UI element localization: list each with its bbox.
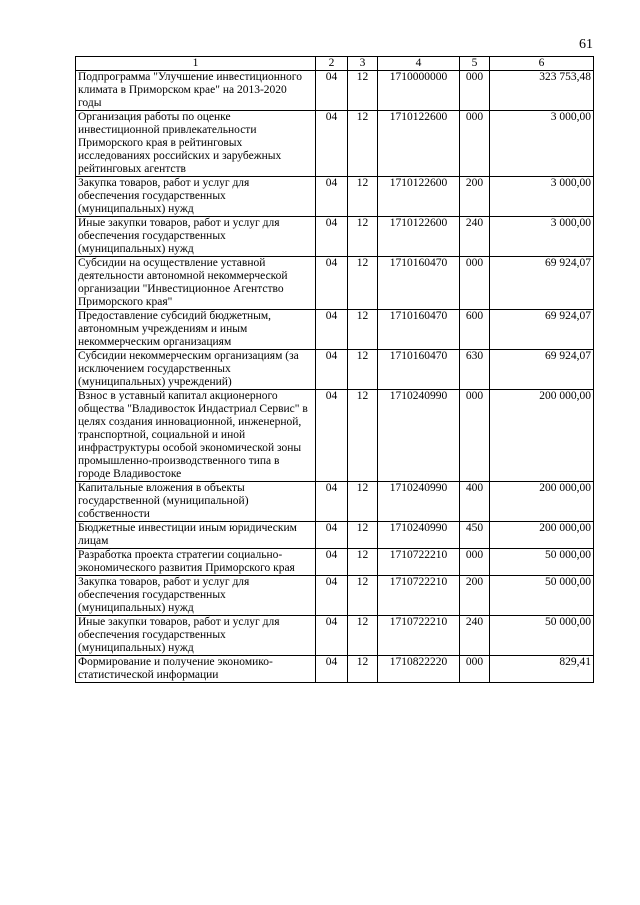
row-section-cell: 04 <box>316 390 348 482</box>
row-name-cell: Субсидии некоммерческим организациям (за исключением государственных (муниципальных) учреждений) <box>76 350 316 390</box>
table-header-row <box>76 57 594 71</box>
page-number: 61 <box>579 37 593 52</box>
row-subsection-cell: 12 <box>348 576 378 616</box>
row-amount-cell: 3 000,00 <box>490 111 594 177</box>
row-amount-cell: 69 924,07 <box>490 257 594 310</box>
table-row <box>76 576 594 616</box>
row-expense-type-cell: 240 <box>460 217 490 257</box>
column-header: 1 <box>76 57 316 71</box>
table-row <box>76 310 594 350</box>
table-row <box>76 257 594 310</box>
row-subsection-cell: 12 <box>348 482 378 522</box>
row-expense-type-cell: 240 <box>460 616 490 656</box>
row-target-code-cell: 1710722210 <box>378 576 460 616</box>
row-section-cell: 04 <box>316 576 348 616</box>
row-subsection-cell: 12 <box>348 522 378 549</box>
row-section-cell: 04 <box>316 616 348 656</box>
row-name-cell: Закупка товаров, работ и услуг для обеспечения государственных (муниципальных) нужд <box>76 177 316 217</box>
row-name-cell: Закупка товаров, работ и услуг для обеспечения государственных (муниципальных) нужд <box>76 576 316 616</box>
row-section-cell: 04 <box>316 549 348 576</box>
column-header: 5 <box>460 57 490 71</box>
column-header: 2 <box>316 57 348 71</box>
row-subsection-cell: 12 <box>348 616 378 656</box>
row-amount-cell: 50 000,00 <box>490 616 594 656</box>
row-amount-cell: 69 924,07 <box>490 350 594 390</box>
table-row <box>76 390 594 482</box>
row-amount-cell: 3 000,00 <box>490 177 594 217</box>
row-section-cell: 04 <box>316 350 348 390</box>
row-target-code-cell: 1710122600 <box>378 217 460 257</box>
row-subsection-cell: 12 <box>348 390 378 482</box>
row-amount-cell: 200 000,00 <box>490 522 594 549</box>
table-row <box>76 217 594 257</box>
column-header: 4 <box>378 57 460 71</box>
row-subsection-cell: 12 <box>348 217 378 257</box>
row-expense-type-cell: 600 <box>460 310 490 350</box>
row-target-code-cell: 1710240990 <box>378 482 460 522</box>
row-name-cell: Бюджетные инвестиции иным юридическим лицам <box>76 522 316 549</box>
row-name-cell: Подпрограмма "Улучшение инвестиционного климата в Приморском крае" на 2013-2020 годы <box>76 71 316 111</box>
row-name-cell: Иные закупки товаров, работ и услуг для обеспечения государственных (муниципальных) нужд <box>76 616 316 656</box>
row-name-cell: Капитальные вложения в объекты государственной (муниципальной) собственности <box>76 482 316 522</box>
row-target-code-cell: 1710160470 <box>378 350 460 390</box>
row-subsection-cell: 12 <box>348 350 378 390</box>
row-section-cell: 04 <box>316 656 348 683</box>
row-section-cell: 04 <box>316 310 348 350</box>
row-expense-type-cell: 000 <box>460 656 490 683</box>
row-subsection-cell: 12 <box>348 549 378 576</box>
column-header: 6 <box>490 57 594 71</box>
row-target-code-cell: 1710822220 <box>378 656 460 683</box>
column-header: 3 <box>348 57 378 71</box>
row-target-code-cell: 1710160470 <box>378 257 460 310</box>
row-amount-cell: 323 753,48 <box>490 71 594 111</box>
row-section-cell: 04 <box>316 177 348 217</box>
row-target-code-cell: 1710160470 <box>378 310 460 350</box>
budget-table <box>75 56 594 683</box>
row-section-cell: 04 <box>316 482 348 522</box>
table-row <box>76 111 594 177</box>
table-row <box>76 71 594 111</box>
row-subsection-cell: 12 <box>348 71 378 111</box>
row-subsection-cell: 12 <box>348 177 378 217</box>
row-name-cell: Субсидии на осуществление уставной деятельности автономной некоммерческой организации "Инвестиционное Агентство Приморского края" <box>76 257 316 310</box>
row-target-code-cell: 1710122600 <box>378 177 460 217</box>
row-name-cell: Предоставление субсидий бюджетным, автономным учреждениям и иным некоммерческим организациям <box>76 310 316 350</box>
row-name-cell: Разработка проекта стратегии социально-экономического развития Приморского края <box>76 549 316 576</box>
row-amount-cell: 200 000,00 <box>490 482 594 522</box>
row-expense-type-cell: 200 <box>460 177 490 217</box>
row-expense-type-cell: 000 <box>460 111 490 177</box>
row-amount-cell: 829,41 <box>490 656 594 683</box>
table-row <box>76 656 594 683</box>
row-subsection-cell: 12 <box>348 111 378 177</box>
row-target-code-cell: 1710722210 <box>378 549 460 576</box>
row-amount-cell: 3 000,00 <box>490 217 594 257</box>
row-section-cell: 04 <box>316 111 348 177</box>
row-amount-cell: 200 000,00 <box>490 390 594 482</box>
row-target-code-cell: 1710722210 <box>378 616 460 656</box>
row-section-cell: 04 <box>316 217 348 257</box>
row-subsection-cell: 12 <box>348 656 378 683</box>
row-target-code-cell: 1710122600 <box>378 111 460 177</box>
table-row <box>76 350 594 390</box>
row-target-code-cell: 1710000000 <box>378 71 460 111</box>
row-amount-cell: 50 000,00 <box>490 576 594 616</box>
row-expense-type-cell: 000 <box>460 257 490 310</box>
row-expense-type-cell: 400 <box>460 482 490 522</box>
row-expense-type-cell: 450 <box>460 522 490 549</box>
row-section-cell: 04 <box>316 71 348 111</box>
table-row <box>76 549 594 576</box>
table-body <box>76 71 594 683</box>
row-section-cell: 04 <box>316 522 348 549</box>
table-row <box>76 616 594 656</box>
table-row <box>76 482 594 522</box>
row-expense-type-cell: 000 <box>460 390 490 482</box>
table-row <box>76 522 594 549</box>
table-row <box>76 177 594 217</box>
row-name-cell: Формирование и получение экономико-статистической информации <box>76 656 316 683</box>
row-subsection-cell: 12 <box>348 257 378 310</box>
row-name-cell: Иные закупки товаров, работ и услуг для обеспечения государственных (муниципальных) нужд <box>76 217 316 257</box>
row-expense-type-cell: 000 <box>460 549 490 576</box>
row-target-code-cell: 1710240990 <box>378 390 460 482</box>
row-amount-cell: 69 924,07 <box>490 310 594 350</box>
row-name-cell: Организация работы по оценке инвестиционной привлекательности Приморского края в рейтинговых исследованиях российских и зарубежных рейтинговых агентств <box>76 111 316 177</box>
row-section-cell: 04 <box>316 257 348 310</box>
row-amount-cell: 50 000,00 <box>490 549 594 576</box>
row-name-cell: Взнос в уставный капитал акционерного общества "Владивосток Индастриал Сервис" в целях создания инновационной, инженерной, транспортной, социальной и иной инфраструктуры особой экономической зоны промышленно-производственного типа в городе Владивостоке <box>76 390 316 482</box>
row-target-code-cell: 1710240990 <box>378 522 460 549</box>
row-expense-type-cell: 000 <box>460 71 490 111</box>
row-subsection-cell: 12 <box>348 310 378 350</box>
row-expense-type-cell: 630 <box>460 350 490 390</box>
row-expense-type-cell: 200 <box>460 576 490 616</box>
